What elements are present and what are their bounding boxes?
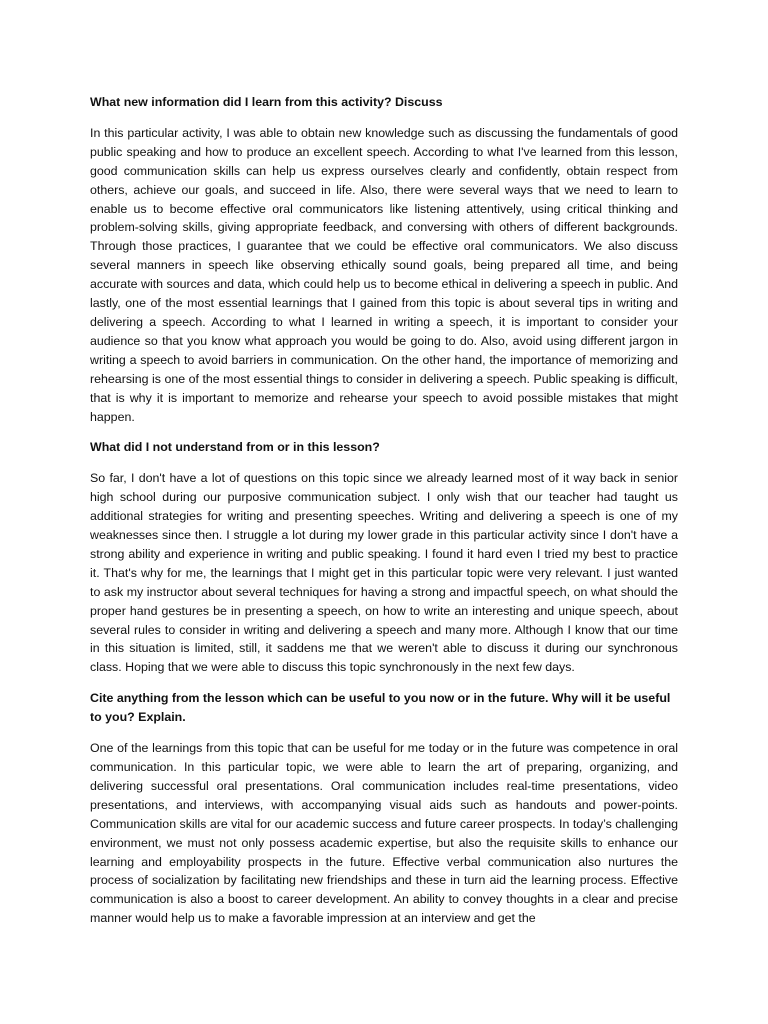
question-heading-1: What new information did I learn from this activity? Discuss [90, 95, 443, 109]
question-heading-3: Cite anything from the lesson which can be useful to you now or in the future. Why will it be useful to you? Explain. [90, 691, 671, 725]
question-heading-2: What did I not understand from or in this lesson? [90, 440, 380, 455]
answer-paragraph-2: So far, I don't have a lot of questions on this topic since we already learned most of it way back in senior high school during our purposive communication subject. I only wish that our teacher had taught us additional strategies for writing and presenting speeches. Writing and delivering a speech is one of my weaknesses since then. I struggle a lot during my lower grade in this particular activity since I don't have a strong ability and experience in writing and public speaking. I found it hard even I tried my best to practice it. That's why for me, the learnings that I might get in this particular topic were very relevant. I just wanted to ask my instructor about several techniques for having a strong and impactful speech, on what should the proper hand gestures be in presenting a speech, on how to write an interesting and unique speech, about several rules to consider in writing and delivering a speech and many more. Although I know that our time in this situation is limited, still, it saddens me that we weren't able to discuss it during our synchronous class. Hoping that we were able to discuss this topic synchronously in the next few days. [90, 471, 678, 675]
document-page [90, 93, 678, 940]
answer-paragraph-1: In this particular activity, I was able to obtain new knowledge such as discussing the fundamentals of good public speaking and how to produce an excellent speech. According to what I've learned from this lesson, good communication skills can help us express ourselves clearly and confidently, obtain respect from others, achieve our goals, and succeed in life. Also, there were several ways that we need to learn to enable us to become effective oral communicators like listening attentively, using critical thinking and problem-solving skills, giving appropriate feedback, and conversing with others of different backgrounds. Through those practices, I guarantee that we could be effective oral communicators. We also discuss several manners in speech like observing ethically sound goals, being prepared all time, and being accurate with sources and data, which could help us to become ethical in delivering a speech in public. And lastly, one of the most essential learnings that I gained from this topic is about several tips in writing and delivering a speech. According to what I learned in writing a speech, it is important to consider your audience so that you know what approach you would be going to do. Also, avoid using different jargon in writing a speech to avoid barriers in communication. On the other hand, the importance of memorizing and rehearsing is one of the most essential things to consider in delivering a speech. Public speaking is difficult, that is why it is important to memorize and rehearse your speech to avoid possible mistakes that might happen. [90, 125, 678, 424]
answer-paragraph-3: One of the learnings from this topic that can be useful for me today or in the future was competence in oral communication. In this particular topic, we were able to learn the art of preparing, organizing, and delivering successful oral presentations. Oral communication includes real-time presentations, video presentations, and interviews, with accompanying visual aids such as handouts and power-points. Communication skills are vital for our academic success and future career prospects. In today’s challenging environment, we must not only possess academic expertise, but also the requisite skills to enhance our learning and employability prospects in the future. Effective verbal communication also nurtures the process of socialization by facilitating new friendships and these in turn aid the learning process. Effective communication is also a boost to career development. An ability to convey thoughts in a clear and precise manner would help us to make a favorable impression at an interview and get the [90, 741, 678, 926]
